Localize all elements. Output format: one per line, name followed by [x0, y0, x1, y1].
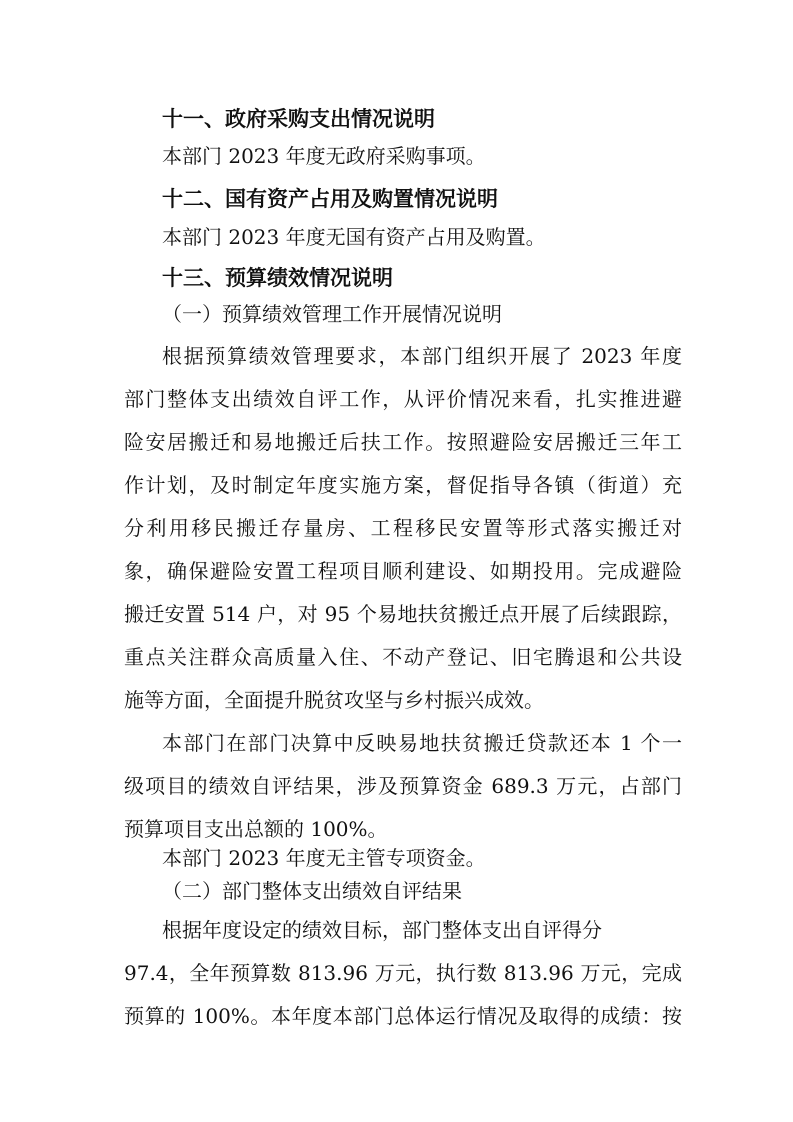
subsection-2-title: （二）部门整体支出绩效自评结果 — [162, 879, 462, 903]
section-11-heading: 十一、政府采购支出情况说明 — [162, 107, 435, 131]
section-12-heading: 十二、国有资产占用及购置情况说明 — [162, 187, 498, 211]
paragraph-line: 部门整体支出绩效自评工作，从评价情况来看，扎实推进避 — [124, 387, 682, 411]
paragraph-line: 本部门在部门决算中反映易地扶贫搬迁贷款还本 1 个一 — [162, 731, 682, 755]
paragraph-line: 根据预算绩效管理要求，本部门组织开展了 2023 年度 — [162, 344, 682, 368]
section-11-body: 本部门 2023 年度无政府采购事项。 — [162, 144, 486, 168]
paragraph-line: 搬迁安置 514 户，对 95 个易地扶贫搬迁点开展了后续跟踪， — [124, 602, 682, 626]
paragraph-line: 级项目的绩效自评结果，涉及预算资金 689.3 万元，占部门 — [124, 774, 682, 798]
paragraph-line: 重点关注群众高质量入住、不动产登记、旧宅腾退和公共设 — [124, 645, 682, 669]
paragraph-line: 施等方面，全面提升脱贫攻坚与乡村振兴成效。 — [124, 688, 544, 712]
paragraph-line: 作计划，及时制定年度实施方案，督促指导各镇（街道）充 — [124, 473, 682, 497]
paragraph-line: 分利用移民搬迁存量房、工程移民安置等形式落实搬迁对 — [124, 516, 682, 540]
paragraph-line: 根据年度设定的绩效目标，部门整体支出自评得分 — [162, 918, 602, 942]
paragraph-line: 本部门 2023 年度无主管专项资金。 — [162, 846, 486, 870]
section-12-body: 本部门 2023 年度无国有资产占用及购置。 — [162, 225, 546, 249]
paragraph-line: 97.4，全年预算数 813.96 万元，执行数 813.96 万元，完成 — [124, 961, 682, 985]
paragraph-line: 预算的 100%。本年度本部门总体运行情况及取得的成绩：按 — [124, 1004, 682, 1028]
subsection-1-title: （一）预算绩效管理工作开展情况说明 — [162, 302, 502, 326]
paragraph-line: 象，确保避险安置工程项目顺利建设、如期投用。完成避险 — [124, 559, 682, 583]
section-13-heading: 十三、预算绩效情况说明 — [162, 266, 393, 290]
paragraph-line: 预算项目支出总额的 100%。 — [124, 817, 388, 841]
paragraph-line: 险安居搬迁和易地搬迁后扶工作。按照避险安居搬迁三年工 — [124, 430, 682, 454]
